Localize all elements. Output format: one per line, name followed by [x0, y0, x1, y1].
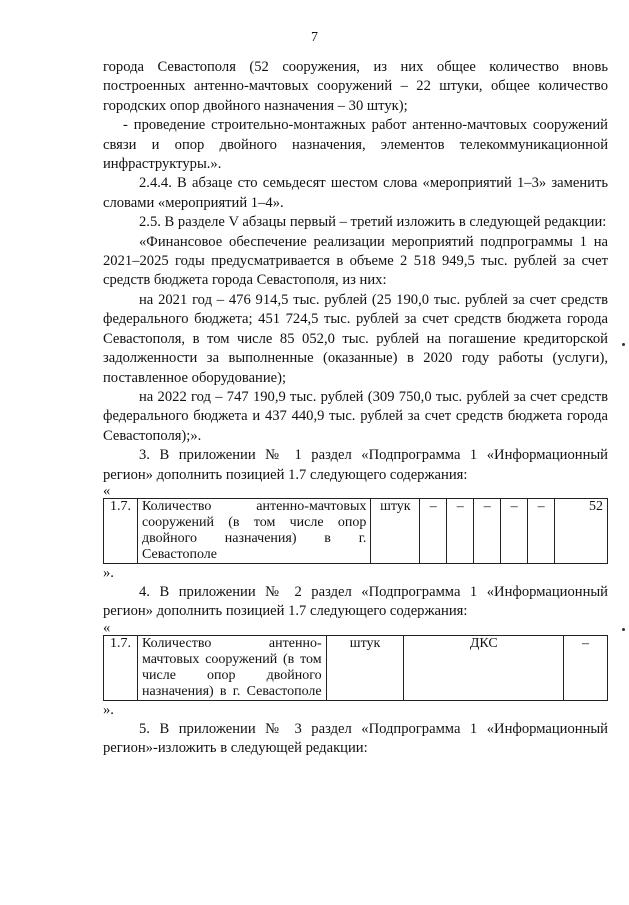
unit-cell: штук	[371, 498, 420, 563]
dash-cell: –	[528, 498, 555, 563]
paragraph-2-5: 2.5. В разделе V абзацы первый – третий изложить в следующей редакции:	[139, 214, 607, 231]
paragraph-2-4-4: 2.4.4. В абзаце сто семьдесят шестом слова «мероприятий 1–3» заменить словами «мероприятий 1–4».	[103, 175, 608, 211]
table-row	[104, 635, 608, 700]
row-number: 1.7.	[104, 498, 138, 563]
indicator-name: Количество антенно-мачтовых сооружений (в том числе опор двойного назначения) в г. Севастополе	[137, 498, 370, 563]
responsible-org-cell: ДКС	[404, 635, 564, 700]
dash-cell: –	[474, 498, 501, 563]
table1-close-quote: ».	[103, 564, 114, 581]
dash-cell: –	[501, 498, 528, 563]
unit-cell: штук	[326, 635, 404, 700]
document-body	[103, 58, 608, 759]
paragraph-3: 3. В приложении № 1 раздел «Подпрограмма 1 «Информационный регион» дополнить позицией 1.7 следующего содержания:	[103, 447, 608, 483]
scan-mark-dot	[622, 343, 625, 346]
page-number: 7	[311, 30, 318, 45]
table2-close-quote: ».	[103, 701, 114, 718]
paragraph-5: 5. В приложении № 3 раздел «Подпрограмма 1 «Информационный регион»-изложить в следующей редакции:	[103, 720, 608, 757]
scan-mark-dot	[622, 628, 625, 631]
table-row	[104, 498, 608, 563]
quote-financing: «Финансовое обеспечение реализации мероприятий подпрограммы 1 на 2021–2025 годы предусматривается в объеме 2 518 949,5 тыс. рублей за счет средств бюджета города Севастополя, из них:	[103, 233, 608, 289]
table1-open-quote: «	[103, 482, 111, 499]
table2-open-quote: «	[103, 619, 111, 636]
dash-cell: –	[420, 498, 447, 563]
value-cell: 52	[555, 498, 608, 563]
paragraph-4: 4. В приложении № 2 раздел «Подпрограмма 1 «Информационный регион» дополнить позицией 1.7 следующего содержания:	[103, 583, 608, 620]
intro-paragraph: города Севастополя (52 сооружения, из них общее количество вновь построенных антенно-мачтовых сооружений – 22 штуки, общее количество городских опор двойного назначения – 30 штук);	[103, 59, 608, 114]
quote-2021: на 2021 год – 476 914,5 тыс. рублей (25 190,0 тыс. рублей за счет средств федерального бюджета; 451 724,5 тыс. рублей за счет средств бюджета города Севастополя, в том числе 85 052,0 тыс. рублей на погашение кредиторской задолженности за выполненные (оказанные) в 2020 году работы (услуги), поставленное оборудование);	[103, 291, 608, 386]
indicator-name: Количество антенно-мачтовых сооружений (в том числе опор двойного назначения) в г. Севастополе	[137, 635, 326, 700]
quote-2022: на 2022 год – 747 190,9 тыс. рублей (309 750,0 тыс. рублей за счет средств федерального бюджета и 437 440,9 тыс. рублей за счет средств бюджета города Севастополя);».	[103, 388, 608, 444]
appendix1-table	[103, 498, 608, 564]
intro-bullet: - проведение строительно-монтажных работ антенно-мачтовых сооружений связи и опор двойного назначения, элементов телекоммуникационной инфраструктуры.».	[103, 117, 608, 173]
dash-cell: –	[447, 498, 474, 563]
row-number: 1.7.	[104, 635, 138, 700]
dash-cell: –	[564, 635, 608, 700]
appendix2-table	[103, 635, 608, 701]
